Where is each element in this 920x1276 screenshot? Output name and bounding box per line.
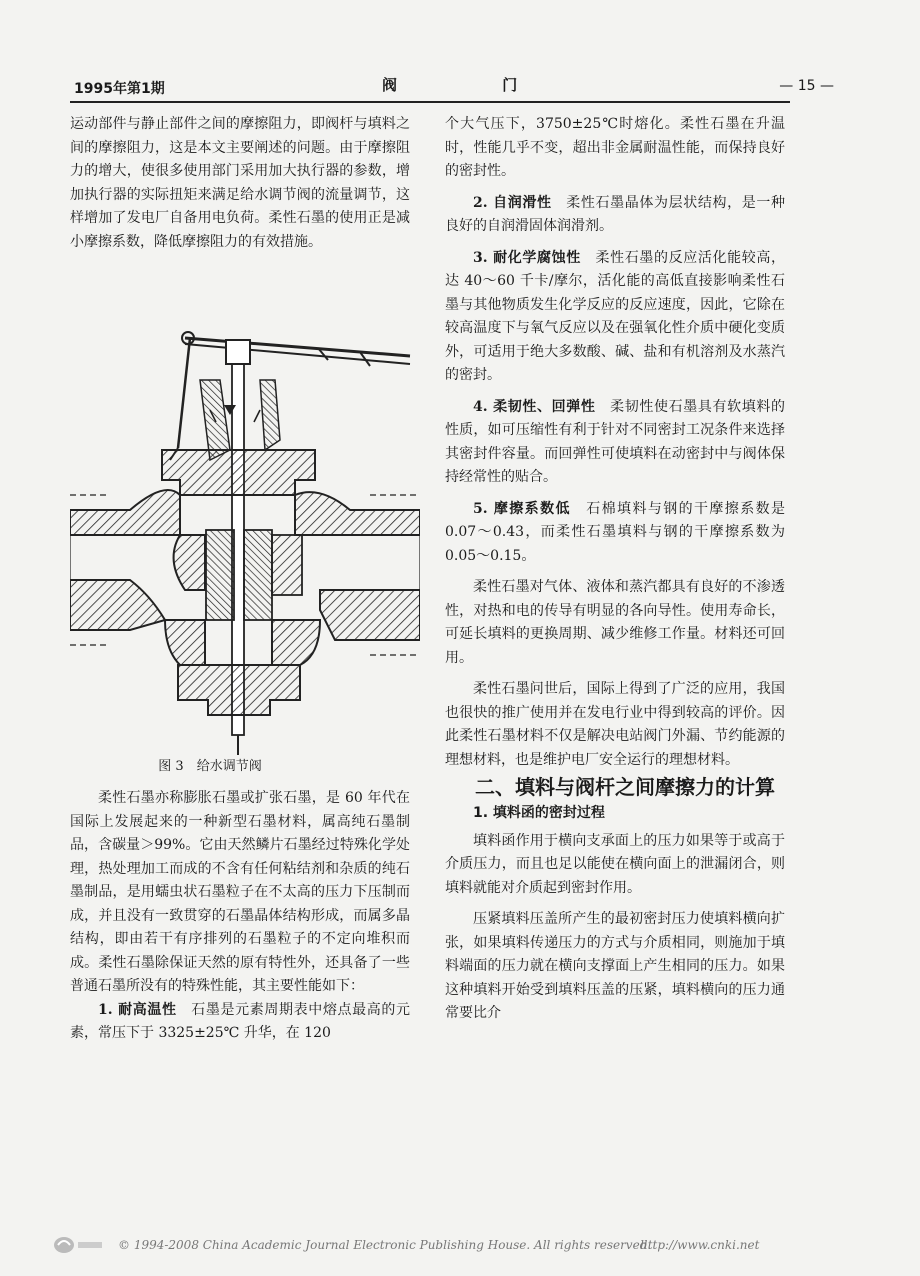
property-item-4	[445, 396, 785, 490]
paragraph-graphite-adoption: 柔性石墨问世后，国际上得到了广泛的应用，我国也很快的推广使用并在发电行业中得到较高的评价。因此柔性石墨材料不仅是解决电站阀门外漏、节约能源的理想材料，也是维护电厂安全运行的理想材料。	[445, 681, 785, 768]
property-item-5	[445, 498, 785, 569]
property-item-2-head: 2. 自润滑性	[473, 194, 552, 211]
page-header	[74, 72, 834, 98]
paragraph-gland-pressure: 压紧填料压盖所产生的最初密封压力使填料横向扩张，如果填料传递压力的方式与介质相同，则施加于填料端面的压力就在横向支撑面上产生相同的压力。如果这种填料开始受到填料压盖的压紧，填料横向的压力通常要比介	[445, 911, 785, 1021]
property-item-1-head: 1. 耐高温性	[98, 1001, 177, 1018]
issue-label: 1995年第1期	[74, 81, 165, 97]
property-item-5-text: 石棉填料与钢的干摩擦系数是 0.07～0.43，而柔性石墨填料与钢的干摩擦系数为 0.05～0.15。	[445, 500, 785, 564]
page-number: — 15 —	[779, 78, 834, 94]
page-footer	[40, 1236, 880, 1256]
left-column-top	[70, 113, 410, 254]
paragraph-seal-process: 填料函作用于横向支承面上的压力如果等于或高于介质压力，而且也足以能使在横向面上的泄漏闭合，则填料就能对介质起到密封作用。	[445, 832, 785, 896]
property-item-2-text: 柔性石墨晶体为层状结构，是一种良好的自润滑固体润滑剂。	[445, 194, 785, 234]
right-column	[445, 113, 785, 1026]
copyright-notice: © 1994-2008 China Academic Journal Electronic Publishing House. All rights reserved.	[118, 1238, 652, 1252]
section-title: 二、填料与阀杆之间摩擦力的计算	[475, 775, 775, 799]
property-item-1-continued: 个大气压下，3750±25℃时熔化。柔性石墨在升温时，性能几乎不变，超出非金属耐温性能，而保持良好的密封性。	[445, 116, 785, 179]
valve-figure	[70, 320, 420, 774]
subsection-heading: 1. 填料函的密封过程	[473, 805, 605, 821]
property-item-1	[70, 999, 410, 1046]
figure-caption: 图 3 给水调节阀	[158, 759, 262, 774]
paragraph-graphite-intro: 柔性石墨亦称膨胀石墨或扩张石墨，是 60 年代在国际上发展起来的一种新型石墨材料，属高纯石墨制品，含碳量＞99%。它由天然鳞片石墨经过特殊化学处理，热处理加工而成的不含有任何粘结剂和杂质的纯石墨制品，是用蠕虫状石墨粒子在不太高的压力下压制而成，并且没有一致贯穿的石墨晶体结构形成，而属多晶结构，即由若干有序排列的石墨粒子的不定向堆积而成。柔性石墨除保证天然的原有特性外，还具备了一些普通石墨所没有的特殊性能，其主要性能如下：	[70, 790, 410, 994]
header-rule	[70, 101, 790, 103]
property-item-3	[445, 247, 785, 388]
feedwater-valve-drawing	[70, 320, 420, 765]
property-item-5-head: 5. 摩擦系数低	[473, 500, 571, 517]
journal-title: 阀 门	[382, 76, 568, 94]
property-item-3-head: 3. 耐化学腐蚀性	[473, 249, 581, 266]
paragraph-graphite-properties: 柔性石墨对气体、液体和蒸汽都具有良好的不渗透性，对热和电的传导有明显的各向导性。使用寿命长，可延长填料的更换周期、减少维修工作量。材料还可回用。	[445, 579, 785, 666]
paragraph-intro: 运动部件与静止部件之间的摩擦阻力，即阀杆与填料之间的摩擦阻力，这是本文主要阐述的问题。由于摩擦阻力的增大，使很多使用部门采用加大执行器的参数，增加执行器的实际扭矩来满足给水调节阀的流量调节，这样增加了发电厂自备用电负荷。柔性石墨的使用正是减小摩擦系数，降低摩擦阻力的有效措施。	[70, 116, 410, 250]
property-item-4-text: 柔韧性使石墨具有软填料的性质，如可压缩性有利于针对不同密封工况条件来选择其密封件容量。而回弹性可使填料在动密封中与阀体保持经常性的贴合。	[445, 398, 785, 485]
property-item-3-text: 柔性石墨的反应活化能较高，达 40～60 千卡/摩尔，活化能的高低直接影响柔性石墨与其他物质发生化学反应的反应速度，因此，它除在较高温度下与氧气反应以及在强氧化性介质中硬化变质外，可适用于绝大多数酸、碱、盐和有机溶剂及水蒸汽的密封。	[445, 249, 785, 383]
publisher-logo-icon	[50, 1234, 106, 1256]
property-item-1-text: 石墨是元素周期表中熔点最高的元素，常压下于 3325±25℃ 升华，在 120	[70, 1001, 410, 1041]
left-column-bottom	[70, 787, 410, 1046]
publisher-url[interactable]: http://www.cnki.net	[640, 1238, 760, 1252]
property-item-4-head: 4. 柔韧性、回弹性	[473, 398, 596, 415]
property-item-2	[445, 192, 785, 239]
